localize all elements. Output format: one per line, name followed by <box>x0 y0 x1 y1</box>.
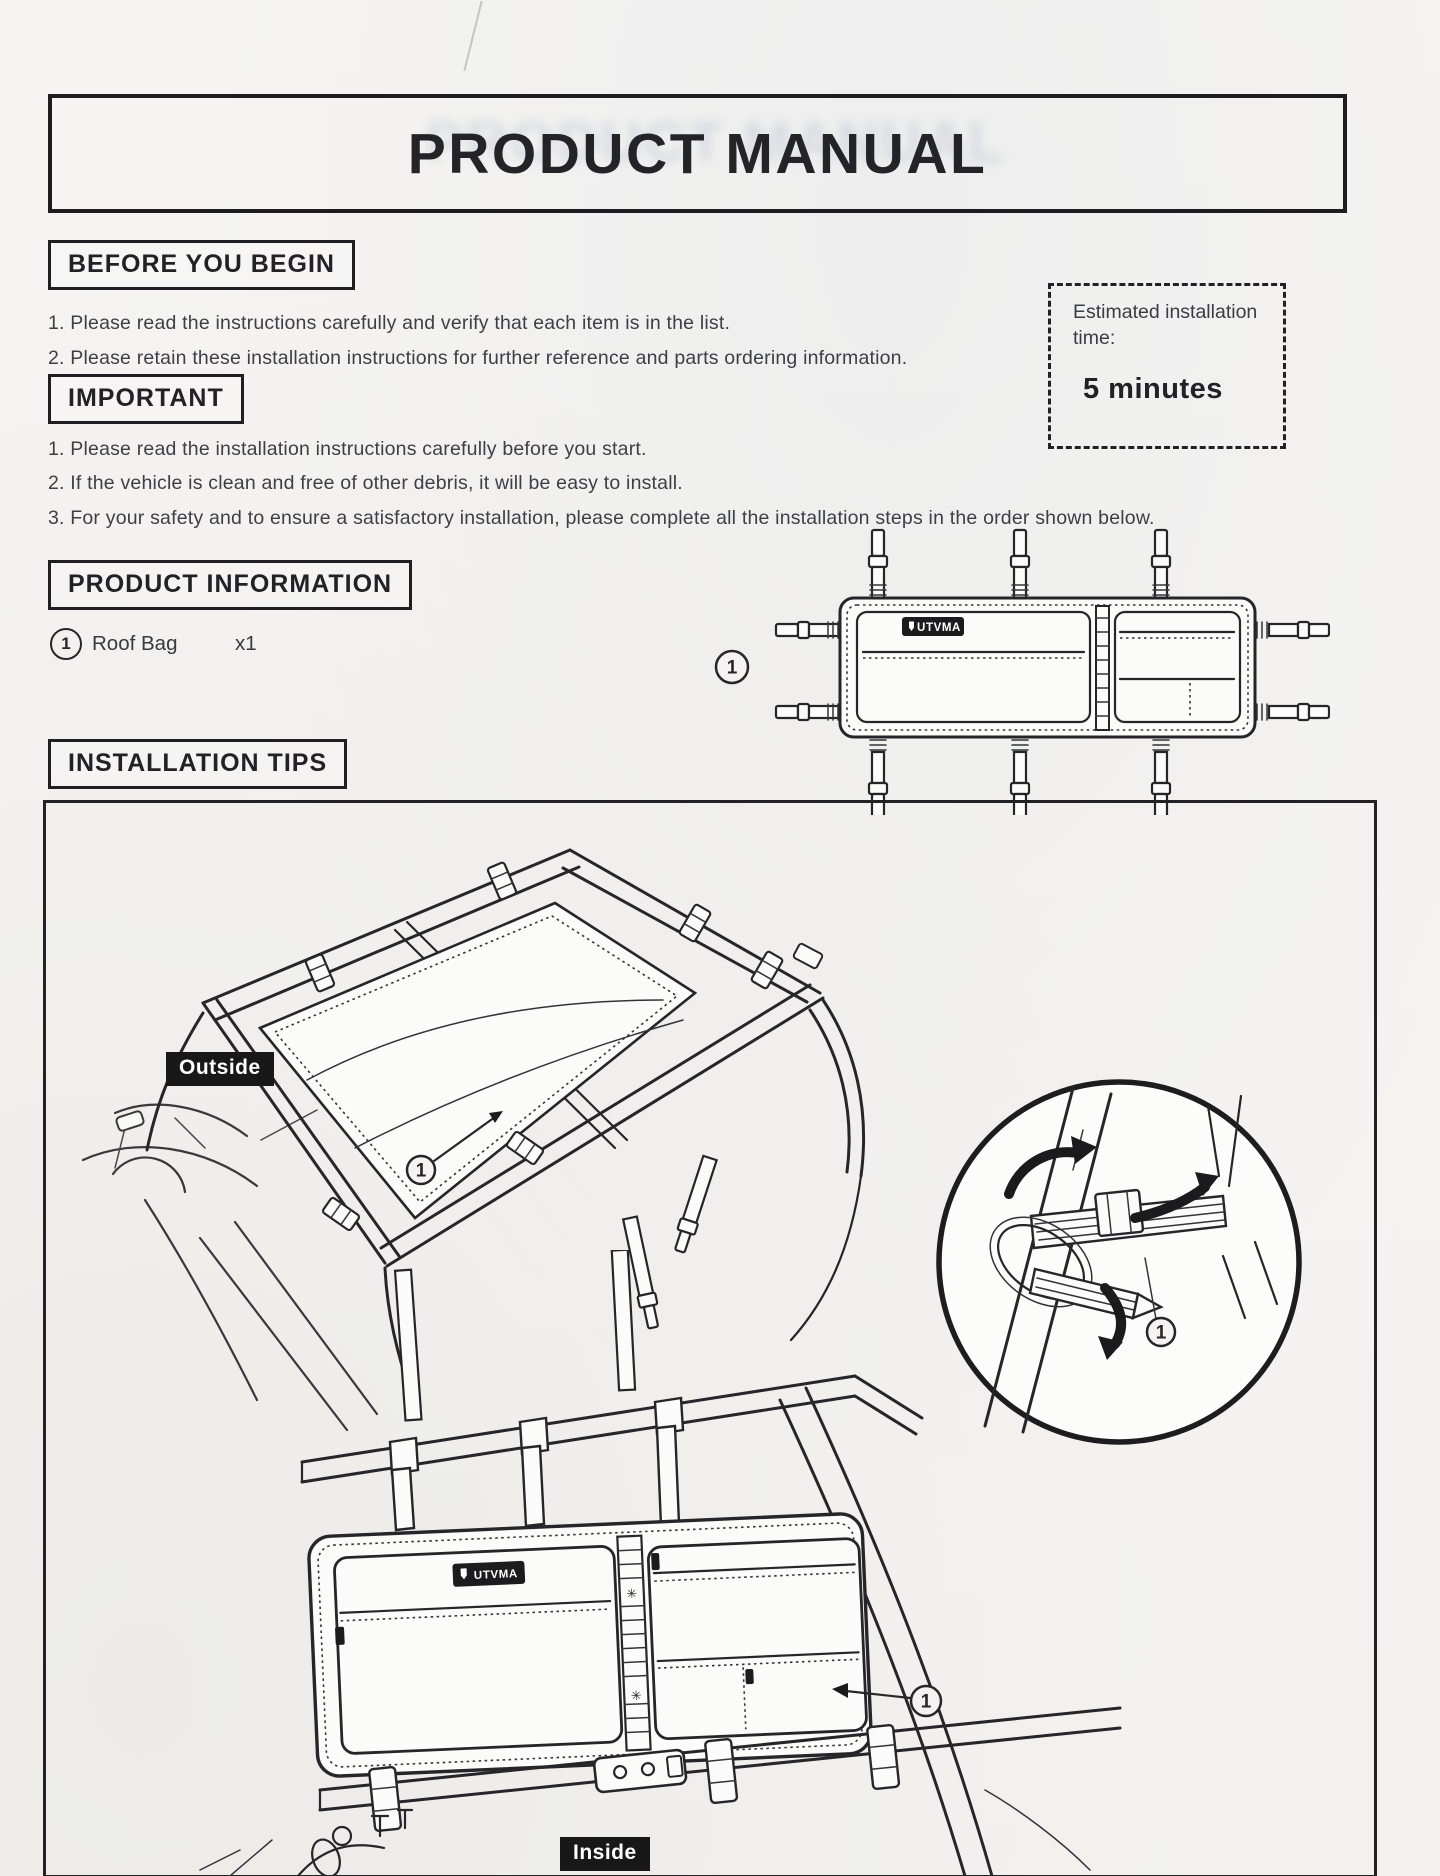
estimated-time-label-line2: time: <box>1073 327 1116 349</box>
important-item-2: 2. If the vehicle is clean and free of other debris, it will be easy to install. <box>48 472 683 494</box>
bag-body <box>840 598 1255 737</box>
before-you-begin-heading: BEFORE YOU BEGIN <box>48 240 355 290</box>
important-item-1: 1. Please read the installation instructions carefully before you start. <box>48 438 647 460</box>
daisy-chain-star-icon: ✳ <box>630 1687 643 1704</box>
outside-label: Outside <box>166 1052 274 1086</box>
inside-label: Inside <box>560 1837 650 1871</box>
estimated-time-label-line1: Estimated installation <box>1073 301 1258 323</box>
scan-fold-artifact <box>463 1 482 71</box>
top-straps <box>869 530 1170 598</box>
right-compartment <box>1115 612 1240 722</box>
roof-bag-on-cage <box>260 903 695 1218</box>
svg-text:1: 1 <box>920 1691 932 1713</box>
inside-installation-illustration <box>80 1250 1300 1876</box>
hanging-straps-to-bag <box>390 1398 683 1530</box>
estimated-time-value: 5 minutes <box>1083 373 1223 405</box>
body-sketch-lower-left <box>200 1836 384 1876</box>
estimated-time-box <box>1048 283 1286 449</box>
roof-bag-inside-view <box>308 1513 872 1777</box>
right-straps <box>1257 622 1329 720</box>
before-you-begin-item-2: 2. Please retain these installation instructions for further reference and parts ordering information. <box>48 347 908 369</box>
divider-strap <box>1096 606 1109 730</box>
brand-text: UTVMA <box>917 622 961 634</box>
part-list-row <box>50 628 470 660</box>
product-information-heading: PRODUCT INFORMATION <box>48 560 412 610</box>
page-title: PRODUCT MANUAL <box>407 121 988 186</box>
title-box <box>48 94 1347 213</box>
roof-bag-product-illustration <box>630 455 1330 815</box>
left-straps <box>776 622 840 720</box>
part-name: Roof Bag <box>92 632 178 655</box>
callout-1-product <box>716 651 748 683</box>
daisy-chain-star-icon: ✳ <box>626 1585 638 1602</box>
brand-text: UTVMA <box>473 1568 519 1582</box>
svg-text:1: 1 <box>726 657 738 679</box>
important-item-3: 3. For your safety and to ensure a satisfactory installation, please complete all the installation steps in the order shown below. <box>48 507 1155 529</box>
part-quantity: x1 <box>235 632 257 655</box>
roof-bracket <box>793 943 823 969</box>
before-you-begin-item-1: 1. Please read the instructions carefully and verify that each item is in the list. <box>48 312 731 334</box>
brand-label <box>902 617 964 636</box>
svg-text:1: 1 <box>415 1160 427 1182</box>
svg-text:1: 1 <box>1155 1322 1167 1344</box>
important-heading: IMPORTANT <box>48 374 244 424</box>
brand-label <box>452 1561 525 1587</box>
part-number-callout: 1 <box>50 628 82 660</box>
installation-tips-heading: INSTALLATION TIPS <box>48 739 347 789</box>
left-compartment <box>857 612 1090 722</box>
